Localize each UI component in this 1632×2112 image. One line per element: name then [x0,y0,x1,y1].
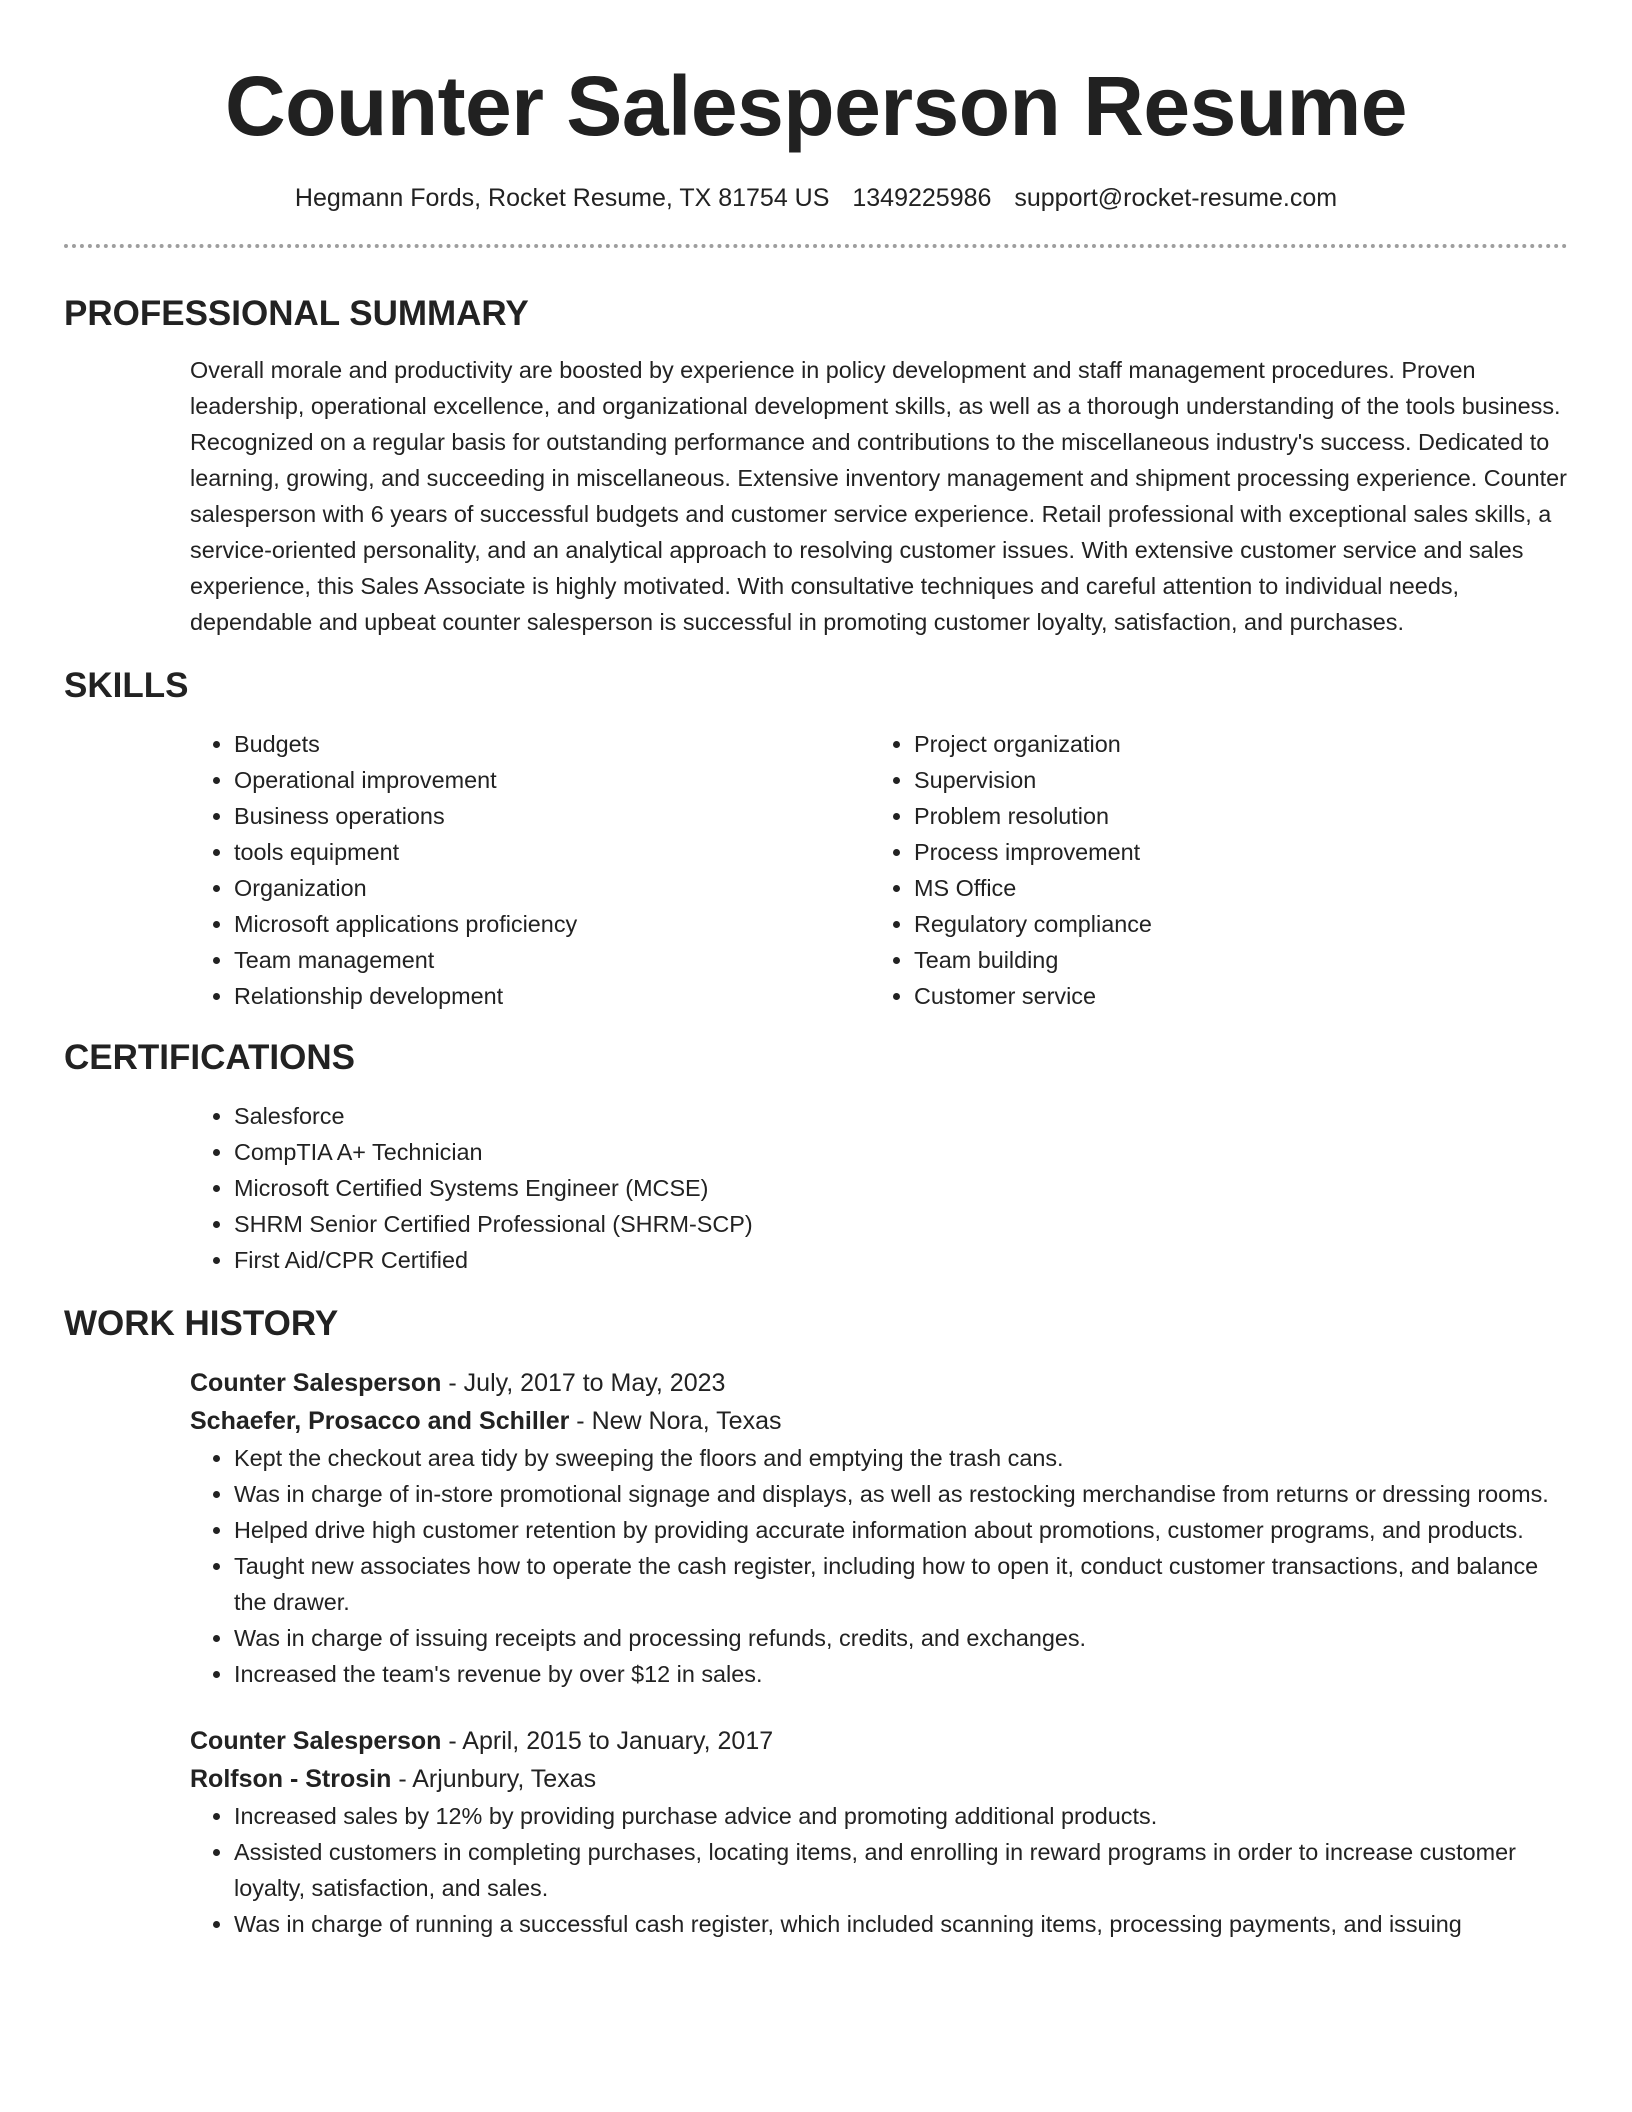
job-entry [190,1364,1568,1692]
job-duty-item: • Was in charge of running a successful cash register, which included scanning items, processing payments, and issuing [234,1906,1568,1942]
resume-title: Counter Salesperson Resume [224,59,1408,153]
job-company-line [190,1760,1568,1798]
skills-column-right [870,726,1550,1014]
job-dates: - April, 2015 to January, 2017 [441,1727,774,1755]
skills-list-right [870,726,1550,1014]
job-company: Schaefer, Prosacco and Schiller [190,1407,570,1435]
skill-item: • Operational improvement [234,762,870,798]
skill-item: • Regulatory compliance [914,906,1550,942]
certification-item: • Microsoft Certified Systems Engineer (MCSE) [234,1170,1568,1206]
certifications-list [190,1098,1568,1278]
certifications-block [190,1098,1568,1278]
job-location: - New Nora, Texas [569,1407,782,1435]
skill-item: • MS Office [914,870,1550,906]
work-history-heading: WORK HISTORY [64,1304,339,1343]
skill-item: • Organization [234,870,870,906]
skills-grid [190,726,1568,1014]
contact-phone: 1349225986 [852,184,992,212]
job-title-line [190,1364,1568,1402]
job-duty-item: • Increased the team's revenue by over $12 in sales. [234,1656,1568,1692]
skills-column-left [190,726,870,1014]
contact-address: Hegmann Fords, Rocket Resume, TX 81754 US [294,184,830,212]
header-divider [64,244,1568,248]
skill-item: • Relationship development [234,978,870,1014]
summary-heading: PROFESSIONAL SUMMARY [64,294,529,333]
skill-item: • Budgets [234,726,870,762]
job-duty-item: • Helped drive high customer retention by providing accurate information about promotions, customer programs, and products. [234,1512,1568,1548]
skill-item: • Business operations [234,798,870,834]
certification-item: • First Aid/CPR Certified [234,1242,1568,1278]
job-dates: - July, 2017 to May, 2023 [441,1369,726,1397]
job-duties-list [190,1798,1568,1942]
job-duties-list [190,1440,1568,1692]
skills-heading: SKILLS [64,666,189,705]
skill-item: • Project organization [914,726,1550,762]
certification-item: • SHRM Senior Certified Professional (SHRM-SCP) [234,1206,1568,1242]
job-duty-item: • Increased sales by 12% by providing purchase advice and promoting additional products. [234,1798,1568,1834]
skill-item: • Problem resolution [914,798,1550,834]
certification-item: • Salesforce [234,1098,1568,1134]
skill-item: • Process improvement [914,834,1550,870]
job-company: Rolfson - Strosin [190,1765,392,1793]
resume-page [64,0,1568,1942]
job-duty-item: • Was in charge of issuing receipts and processing refunds, credits, and exchanges. [234,1620,1568,1656]
contact-email: support@rocket-resume.com [1014,184,1338,212]
job-entry [190,1722,1568,1942]
skill-item: • Microsoft applications proficiency [234,906,870,942]
skill-item: • Team building [914,942,1550,978]
skills-list-left [190,726,870,1014]
job-location: - Arjunbury, Texas [391,1765,597,1793]
job-duty-item: • Was in charge of in-store promotional signage and displays, as well as restocking merchandise from returns or dressing rooms. [234,1476,1568,1512]
job-title: Counter Salesperson [190,1369,442,1397]
certifications-heading: CERTIFICATIONS [64,1038,356,1077]
job-duty-item: • Kept the checkout area tidy by sweeping the floors and emptying the trash cans. [234,1440,1568,1476]
job-title-line [190,1722,1568,1760]
job-duty-item: • Assisted customers in completing purchases, locating items, and enrolling in reward programs in order to increase customer loyalty, satisfaction, and sales. [234,1834,1568,1906]
skill-item: • Team management [234,942,870,978]
certification-item: • CompTIA A+ Technician [234,1134,1568,1170]
skill-item: • Supervision [914,762,1550,798]
job-company-line [190,1402,1568,1440]
job-title: Counter Salesperson [190,1727,442,1755]
job-duty-item: • Taught new associates how to operate the cash register, including how to open it, conduct customer transactions, and balance the drawer. [234,1548,1568,1620]
contact-line [64,182,1568,214]
summary-text: Overall morale and productivity are boosted by experience in policy development and staff management procedures. Proven leadership, operational excellence, and organizational development skills, as well as a thorough understanding of the tools business. Recognized on a regular basis for outstanding performance and contributions to the miscellaneous industry's success. Dedicated to learning, growing, and succeeding in miscellaneous. Extensive inventory management and shipment processing experience. Counter salesperson with 6 years of successful budgets and customer service experience. Retail professional with exceptional sales skills, a service-oriented personality, and an analytical approach to resolving customer issues. With extensive customer service and sales experience, this Sales Associate is highly motivated. With consultative techniques and careful attention to individual needs, dependable and upbeat counter salesperson is successful in promoting customer loyalty, satisfaction, and purchases. [190,357,1567,635]
skill-item: • tools equipment [234,834,870,870]
skill-item: • Customer service [914,978,1550,1014]
